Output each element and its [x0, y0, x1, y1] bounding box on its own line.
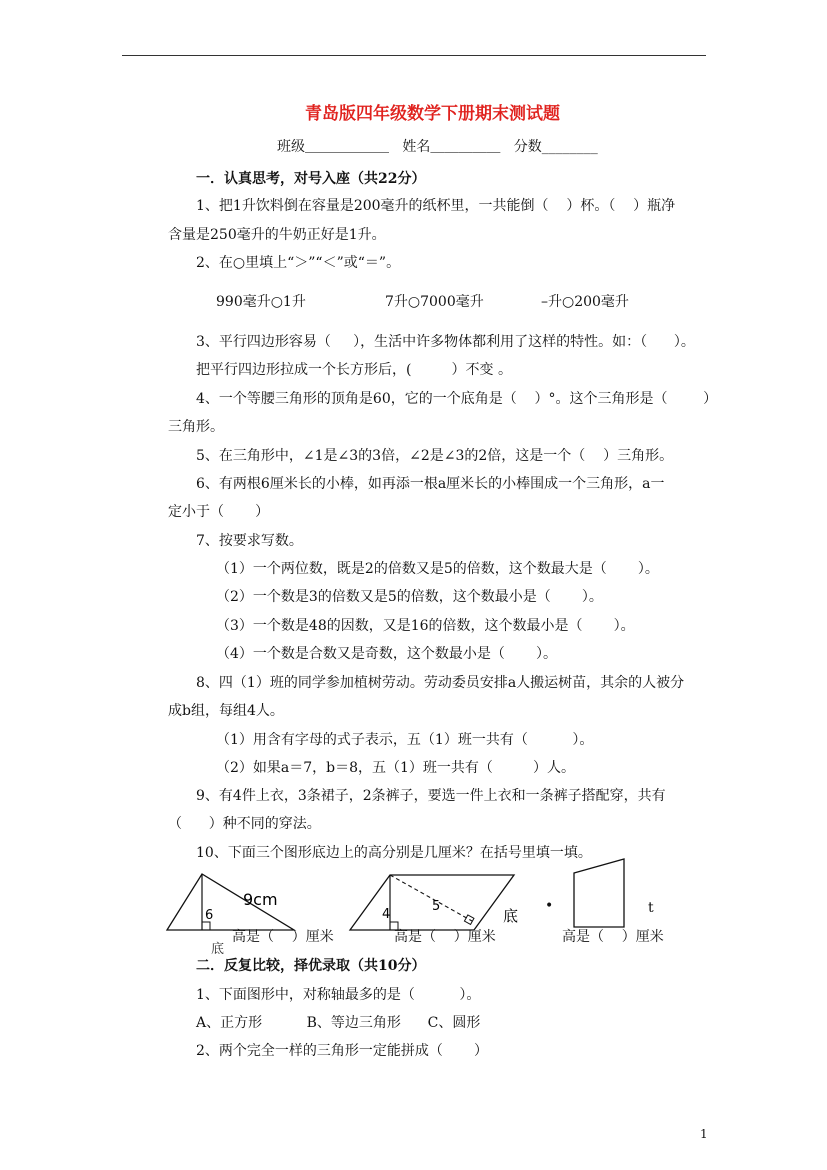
figure-1-label-base: 底	[211, 942, 225, 957]
figure-2-parallelogram	[348, 873, 518, 933]
question-9-line-1: 9、有4件上衣，3条裙子，2条裤子，要选一件上衣和一条裤子搭配穿，共有	[196, 788, 666, 804]
figure-1-label-9cm: 9cm	[243, 890, 278, 909]
header-rule	[122, 55, 706, 56]
question-9-line-2: （ ）种不同的穿法。	[168, 816, 321, 832]
question-8-line-2: 成b组，每组4人。	[168, 703, 284, 719]
question-3-line-1: 3、平行四边形容易（ ），生活中许多物体都利用了这样的特性。如：（ ）。	[196, 334, 695, 350]
figure-2-label-base: 底	[503, 907, 519, 925]
figure-1-caption: 高是（ ）厘米	[232, 929, 334, 945]
section-2-heading: 二．反复比较，择优录取（共10分）	[196, 958, 426, 974]
figure-3-caption: 高是（ ）厘米	[562, 929, 664, 945]
question-2: 2、在○里填上“＞”“＜”或“＝”。	[196, 255, 401, 271]
section-1-heading: 一．认真思考，对号入座（共22分）	[196, 171, 426, 187]
question-7-part-3: （3）一个数是48的因数，又是16的倍数，这个数最小是（ ）。	[216, 618, 635, 634]
figure-3-trapezoid	[572, 857, 632, 932]
question-7-part-1: （1）一个两位数，既是2的倍数又是5的倍数，这个数最大是（ ）。	[216, 561, 659, 577]
question-1-line-2: 含量是250毫升的牛奶正好是1升。	[168, 227, 386, 243]
question-8-part-2: （2）如果a＝7，b＝8，五（1）班一共有（ ）人。	[216, 760, 575, 776]
section-2-question-2: 2、两个完全一样的三角形一定能拼成（ ）	[196, 1043, 489, 1059]
figure-1-triangle	[165, 872, 305, 932]
question-8-part-1: （1）用含有字母的式子表示，五（1）班一共有（ ）。	[216, 732, 594, 748]
question-2-compare-1: 990毫升○1升	[216, 294, 306, 310]
question-7: 7、按要求写数。	[196, 533, 303, 549]
figure-3-mark-left: •	[545, 898, 554, 914]
question-2-compare-3: –升○200毫升	[541, 294, 629, 310]
page-title: 青岛版四年级数学下册期末测试题	[305, 104, 560, 124]
question-4-line-2: 三角形。	[168, 419, 224, 435]
question-2-compare-2: 7升○7000毫升	[385, 294, 484, 310]
section-2-question-1: 1、下面图形中，对称轴最多的是（ ）。	[196, 987, 481, 1003]
figure-3-mark-right: t	[648, 900, 654, 916]
info-line: 班级＿＿＿＿＿＿ 姓名＿＿＿＿＿ 分数________	[277, 139, 598, 155]
question-8-line-1: 8、四（1）班的同学参加植树劳动。劳动委员安排a人搬运树苗，其余的人被分	[196, 675, 685, 691]
figure-1-label-6: 6	[205, 908, 214, 923]
question-6-line-1: 6、有两根6厘米长的小棒，如再添一根a厘米长的小棒围成一个三角形，a一	[196, 476, 665, 492]
question-1-line-1: 1、把1升饮料倒在容量是200毫升的纸杯里，一共能倒（ ）杯。（ ）瓶净	[196, 198, 676, 214]
figure-2-label-4: 4	[382, 907, 391, 922]
figure-2-caption: 高是（ ）厘米	[394, 929, 496, 945]
section-2-question-1-options: A、正方形 B、等边三角形 C、圆形	[196, 1015, 481, 1031]
question-7-part-4: （4）一个数是合数又是奇数，这个数最小是（ ）。	[216, 646, 558, 662]
figure-2-label-5: 5	[432, 899, 441, 914]
question-7-part-2: （2）一个数是3的倍数又是5的倍数，这个数最小是（ ）。	[216, 589, 603, 605]
question-3-line-2: 把平行四边形拉成一个长方形后，( ）不变 。	[196, 362, 512, 378]
page-number: 1	[700, 1127, 708, 1141]
question-4-line-1: 4、一个等腰三角形的顶角是60，它的一个底角是（ ）°。这个三角形是（ ）	[196, 391, 718, 407]
question-5: 5、在三角形中，∠1是∠3的3倍，∠2是∠3的2倍，这是一个（ ）三角形。	[196, 448, 674, 464]
question-6-line-2: 定小于（ ）	[168, 504, 270, 520]
question-10: 10、下面三个图形底边上的高分别是几厘米？在括号里填一填。	[196, 845, 592, 861]
